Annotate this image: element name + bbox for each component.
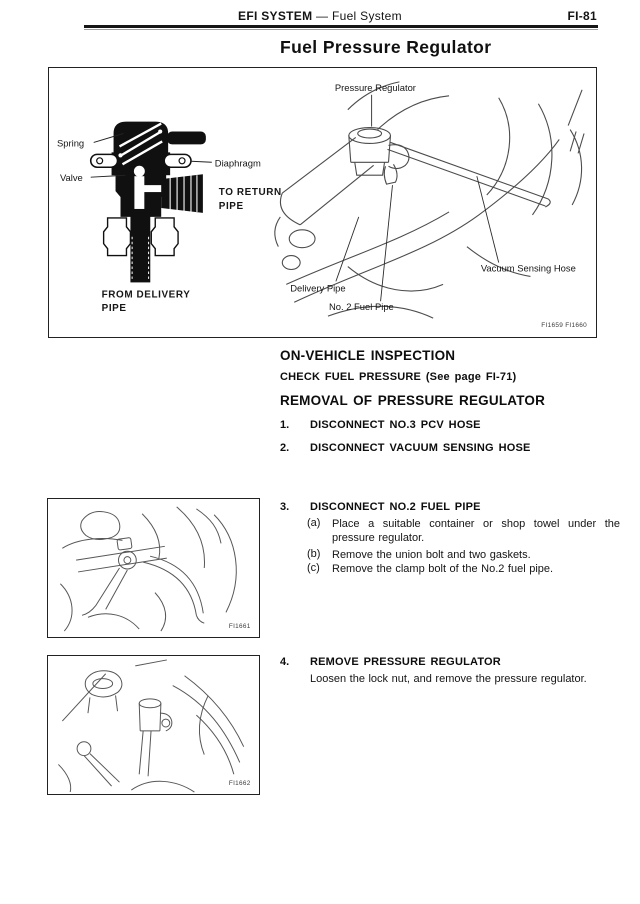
- figure-fi1661-drawing: [48, 499, 259, 637]
- step4-number: 4.: [280, 656, 290, 668]
- label-to-return-pipe-line1: TO RETURN: [218, 187, 282, 199]
- step1-number: 1.: [280, 419, 290, 431]
- label-pressure-regulator: Pressure Regulator: [334, 81, 416, 93]
- step2-title: DISCONNECT VACUUM SENSING HOSE: [310, 442, 531, 454]
- figure-fi1661-id: FI1661: [228, 623, 251, 631]
- label-from-delivery-pipe-line2: PIPE: [101, 303, 127, 315]
- step3-number: 3.: [280, 501, 290, 513]
- header-section: EFI SYSTEM: [238, 9, 313, 23]
- step3a-text: Place a suitable container or shop towel under the pressure regulator.: [332, 518, 620, 544]
- figure-fi1662-id: FI1662: [228, 780, 251, 788]
- figure-remove-regulator: [47, 655, 260, 795]
- label-vacuum-sensing-hose: Vacuum Sensing Hose: [480, 262, 576, 274]
- step3c-text: Remove the clamp bolt of the No.2 fuel pipe.: [332, 563, 554, 575]
- step3b-label: (b): [307, 548, 321, 560]
- step3c-label: (c): [307, 562, 320, 574]
- header-subsection: — Fuel System: [316, 9, 402, 23]
- main-figure-drawing: [49, 68, 596, 337]
- step3-title: DISCONNECT NO.2 FUEL PIPE: [310, 501, 481, 513]
- main-figure-id: FI1659 FI1660: [541, 322, 588, 330]
- figure-fi1662-drawing: [48, 656, 259, 794]
- engine-view-leader-lines: [336, 95, 499, 301]
- label-spring: Spring: [56, 137, 85, 149]
- header-rule-shadow: [84, 29, 598, 30]
- step4-title: REMOVE PRESSURE REGULATOR: [310, 656, 501, 668]
- inspection-heading: ON-VEHICLE INSPECTION: [280, 348, 456, 363]
- step1-title: DISCONNECT NO.3 PCV HOSE: [310, 419, 481, 431]
- removal-heading: REMOVAL OF PRESSURE REGULATOR: [280, 393, 546, 408]
- header-title: [0, 9, 640, 23]
- main-figure: [48, 67, 597, 338]
- label-diaphragm: Diaphragm: [214, 157, 261, 169]
- check-fuel-pressure-line: CHECK FUEL PRESSURE (See page FI-71): [280, 371, 517, 383]
- label-no2-fuel-pipe: No. 2 Fuel Pipe: [328, 301, 394, 313]
- step4-text: Loosen the lock nut, and remove the pressure regulator.: [310, 673, 587, 685]
- page-number: FI-81: [567, 9, 597, 23]
- figure-disconnect-fuel-pipe: [47, 498, 260, 638]
- step2-number: 2.: [280, 442, 290, 454]
- label-valve: Valve: [59, 172, 83, 184]
- label-to-return-pipe-line2: PIPE: [218, 200, 244, 212]
- regulator-cross-section-drawing: [91, 122, 206, 283]
- step3b-text: Remove the union bolt and two gaskets.: [332, 549, 531, 561]
- step3a-label: (a): [307, 517, 321, 529]
- header-rule: [84, 25, 598, 28]
- label-from-delivery-pipe-line1: FROM DELIVERY: [101, 289, 191, 301]
- label-delivery-pipe: Delivery Pipe: [290, 282, 346, 294]
- page-title: Fuel Pressure Regulator: [280, 37, 492, 57]
